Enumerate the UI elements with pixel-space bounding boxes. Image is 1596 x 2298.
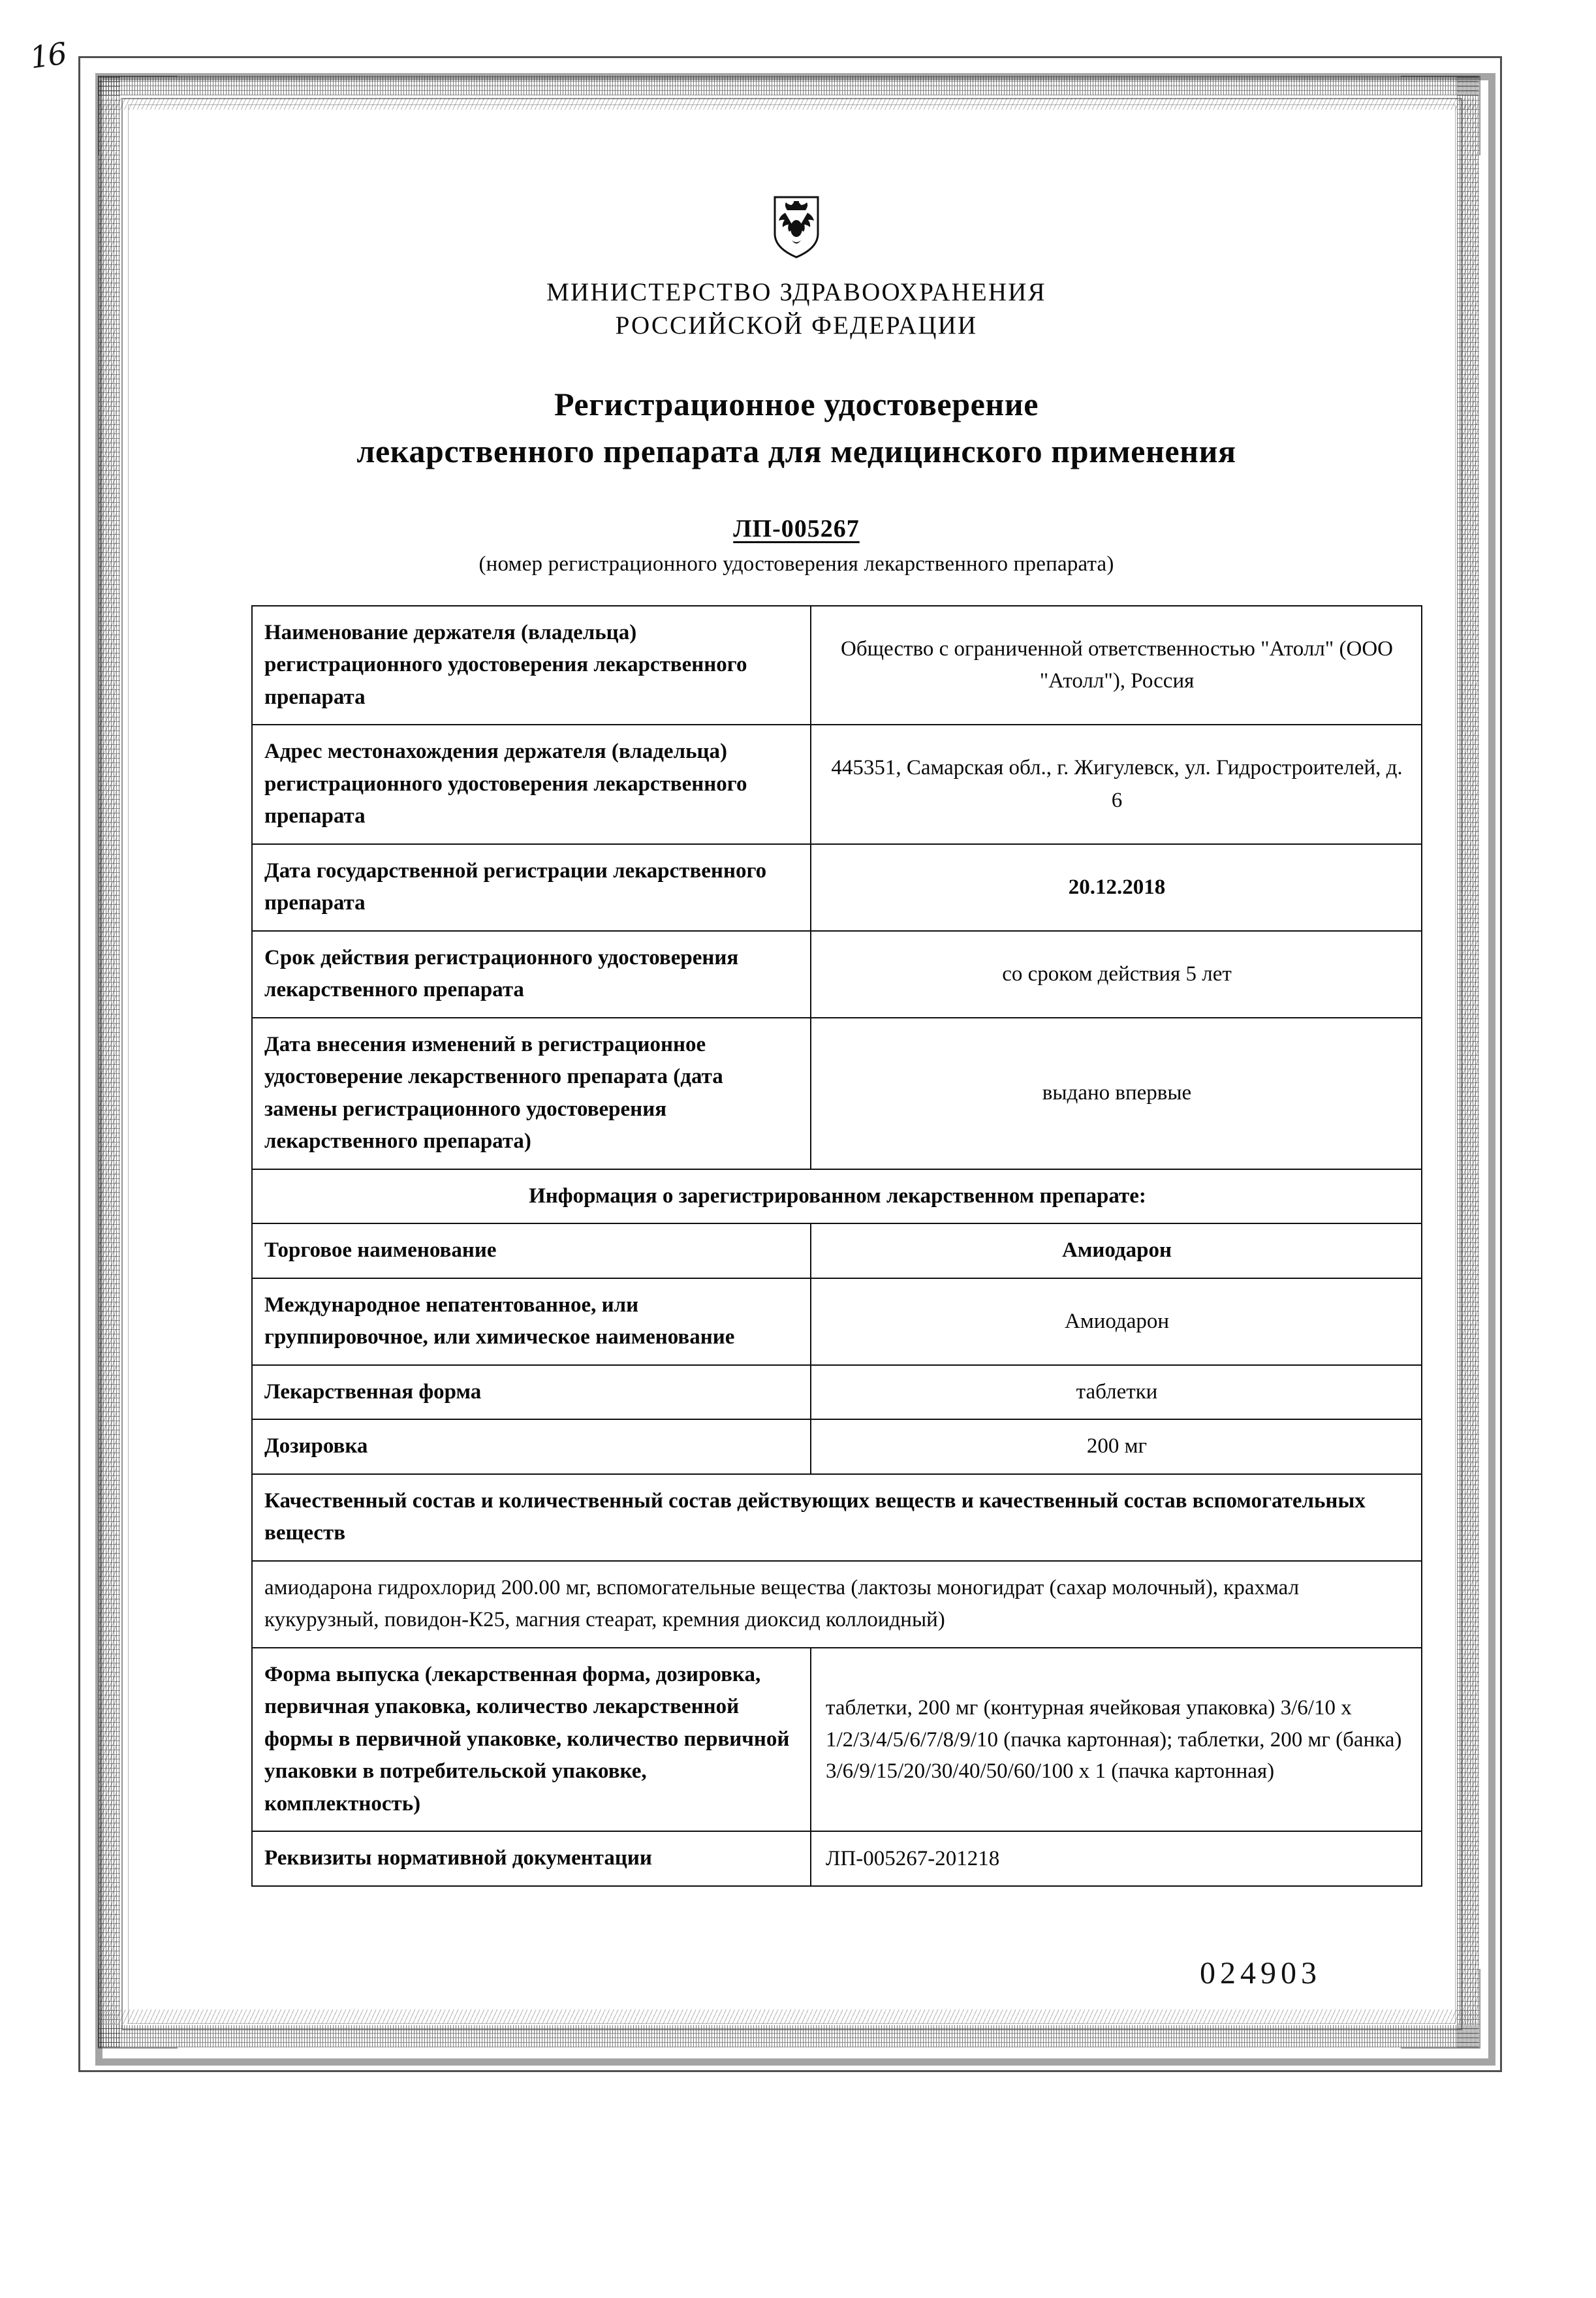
section-header-product-info: Информация о зарегистрированном лекарственном препарате: [252,1169,1422,1224]
row-value-amendment-date: выдано впервые [811,1018,1422,1169]
table-row [252,1648,1422,1832]
row-value-packaging: таблетки, 200 мг (контурная ячейковая упаковка) 3/6/10 х 1/2/3/4/5/6/7/8/9/10 (пачка картонная); таблетки, 200 мг (банка) 3/6/9/15/20/30/40/50/60/100 х 1 (пачка картонная) [811,1648,1422,1832]
frame-speckle-right [1461,104,1478,2024]
frame-speckle-left [99,104,116,2024]
row-value-registration-date: 20.12.2018 [811,844,1422,931]
row-label-amendment-date: Дата внесения изменений в регистрационное удостоверение лекарственного препарата (дата замены регистрационного удостоверения лекарственного препарата) [252,1018,811,1169]
frame-guilloche-top [98,76,1479,95]
handwritten-page-mark: 16 [27,35,69,76]
row-label-dosage-strength: Дозировка [252,1419,811,1474]
certificate-content [157,196,1436,1887]
row-label-registration-date: Дата государственной регистрации лекарственного препарата [252,844,811,931]
ministry-line-2: РОССИЙСКОЙ ФЕДЕРАЦИИ [615,311,978,340]
table-row [252,1365,1422,1420]
table-section-row [252,1169,1422,1224]
table-row [252,844,1422,931]
table-row [252,725,1422,844]
table-row [252,1018,1422,1169]
composition-text: амиодарона гидрохлорид 200.00 мг, вспомогательные вещества (лактозы моногидрат (сахар молочный), крахмал кукурузный, повидон-К25, магния стеарат, кремния диоксид коллоидный) [252,1561,1422,1648]
row-value-holder-address: 445351, Самарская обл., г. Жигулевск, ул. Гидростроителей, д. 6 [811,725,1422,844]
certificate-table [251,605,1422,1887]
certificate-title [157,381,1436,475]
row-value-trade-name: Амиодарон [811,1223,1422,1278]
registration-number-caption: (номер регистрационного удостоверения лекарственного препарата) [478,552,1114,576]
row-label-validity-term: Срок действия регистрационного удостоверения лекарственного препарата [252,931,811,1018]
certificate-title-line-2: лекарственного препарата для медицинского применения [356,433,1236,470]
row-value-normative-docs: ЛП-005267-201218 [811,1831,1422,1886]
row-value-validity-term: со сроком действия 5 лет [811,931,1422,1018]
table-row [252,1474,1422,1561]
table-row [252,1223,1422,1278]
row-value-dosage-strength: 200 мг [811,1419,1422,1474]
row-value-dosage-form: таблетки [811,1365,1422,1420]
row-label-holder-address: Адрес местонахождения держателя (владельца) регистрационного удостоверения лекарственного препарата [252,725,811,844]
certificate-title-line-1: Регистрационное удостоверение [554,385,1039,422]
row-value-inn: Амиодарон [811,1278,1422,1365]
row-label-normative-docs: Реквизиты нормативной документации [252,1831,811,1886]
ministry-line-1: МИНИСТЕРСТВО ЗДРАВООХРАНЕНИЯ [546,278,1046,306]
table-row [252,606,1422,725]
table-row [252,1831,1422,1886]
row-label-trade-name: Торговое наименование [252,1223,811,1278]
table-row [252,931,1422,1018]
row-value-holder-name: Общество с ограниченной ответственностью "Атолл" (ООО "Атолл"), Россия [811,606,1422,725]
composition-header: Качественный состав и количественный состав действующих веществ и качественный состав вспомогательных веществ [252,1474,1422,1561]
row-label-holder-name: Наименование держателя (владельца) регистрационного удостоверения лекарственного препарата [252,606,811,725]
row-label-packaging: Форма выпуска (лекарственная форма, дозировка, первичная упаковка, количество лекарственной формы в первичной упаковке, количество первичной упаковки в потребительской упаковке, комплектность) [252,1648,811,1832]
row-label-dosage-form: Лекарственная форма [252,1365,811,1420]
table-row [252,1278,1422,1365]
row-label-inn: Международное непатентованное, или группировочное, или химическое наименование [252,1278,811,1365]
ministry-heading [157,275,1436,343]
registration-number: ЛП-005267 [733,514,860,543]
table-row [252,1561,1422,1648]
table-row [252,1419,1422,1474]
russian-coat-of-arms-icon [772,196,821,259]
printed-serial-number: 024903 [1200,1956,1321,1991]
